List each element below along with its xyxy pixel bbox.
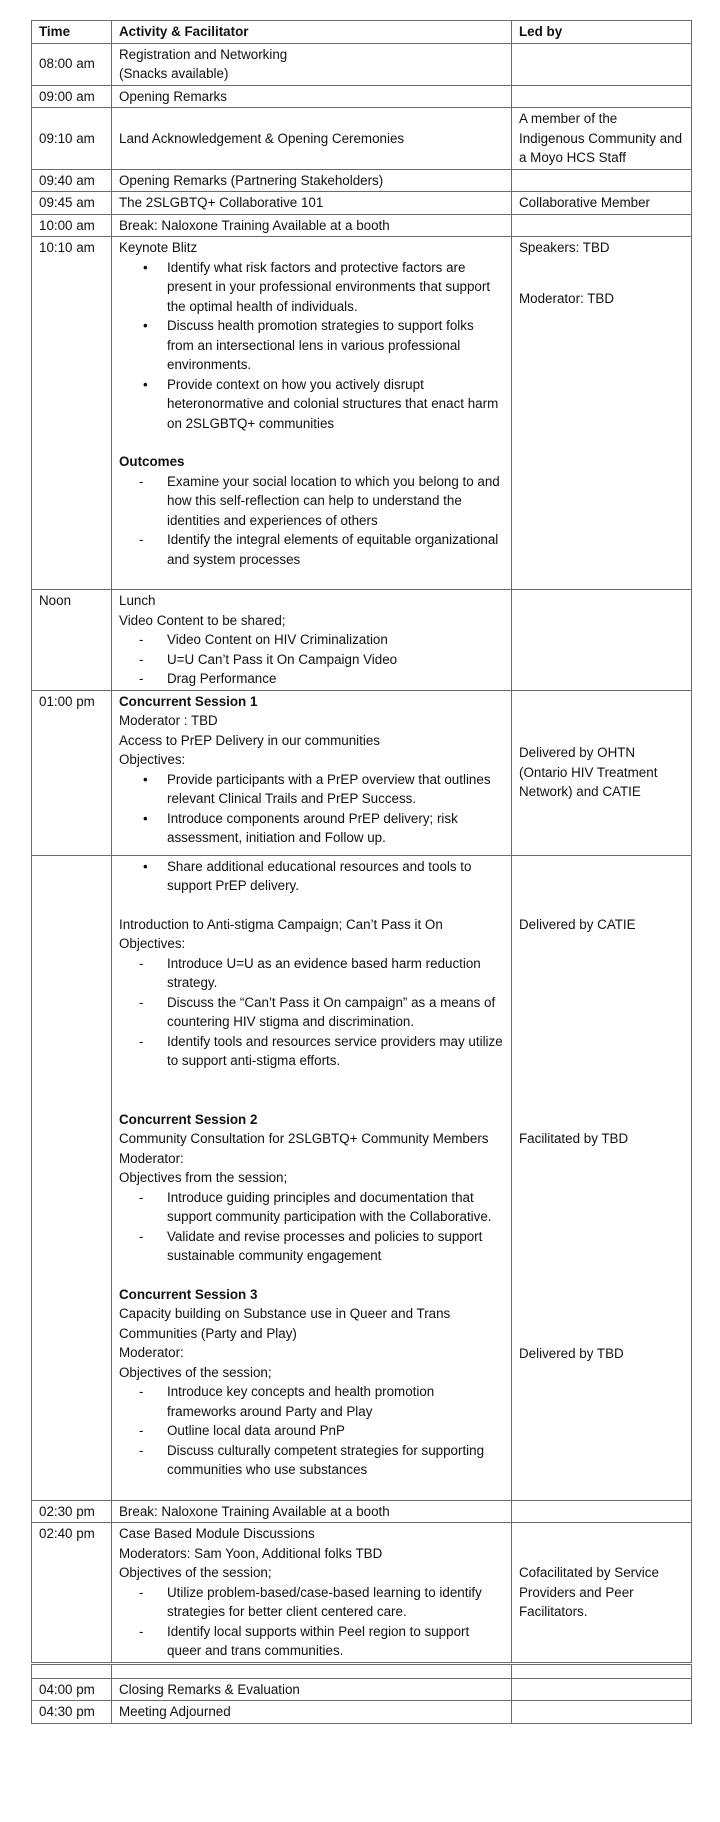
time-cell: 02:40 pm [32,1523,112,1664]
led-line: Delivered by TBD [519,1345,624,1361]
dash-list [119,1188,504,1266]
objectives-label: Objectives of the session; [119,1565,272,1580]
objectives-label: Objectives of the session; [119,1364,272,1380]
table-row [32,192,692,215]
list-item: - Outline local data around PnP [167,1421,504,1441]
time-cell [32,855,112,1500]
list-item: - Introduce guiding principles and documentation that support community participation with the Collaborative. [167,1188,504,1227]
list-item: - Validate and revise processes and policies to support sustainable community engagement [167,1227,504,1266]
list-item: - Video Content on HIV Criminalization [167,630,504,650]
table-row [32,1523,692,1664]
list-item: • Provide context on how you actively disrupt heteronormative and colonial structures that enact harm on 2SLGBTQ+ communities [167,375,504,434]
time-cell: 04:30 pm [32,1701,112,1724]
led-cell [512,43,692,85]
table-row [32,169,692,192]
led-cell: Delivered by OHTN (Ontario HIV Treatment Network) and CATIE [512,690,692,855]
activity-cell: Break: Naloxone Training Available at a booth [112,214,512,237]
activity-cell [112,1523,512,1664]
list-item: - Identify tools and resources service providers may utilize to support anti-stigma efforts. [167,1032,504,1071]
outcomes-heading: Outcomes [119,454,185,469]
session-moderators: Moderators: Sam Yoon, Additional folks TBD [119,1545,383,1561]
led-cell [512,85,692,108]
bullet-list [119,857,504,896]
activity-cell [112,43,512,85]
activity-cell [112,690,512,855]
list-item: • Discuss health promotion strategies to support folks from an intersectional lens in various professional environments. [167,316,504,375]
led-cell [512,1701,692,1724]
activity-cell: Break: Naloxone Training Available at a booth [112,1500,512,1523]
table-row [32,85,692,108]
dash-list [119,472,504,570]
list-item: - Introduce key concepts and health promotion frameworks around Party and Play [167,1382,504,1421]
header-led-by: Led by [512,21,692,44]
led-cell: A member of the Indigenous Community and a Moyo HCS Staff [512,108,692,170]
led-cell [512,1500,692,1523]
list-item: • Introduce components around PrEP delivery; risk assessment, initiation and Follow up. [167,809,504,848]
led-line: Delivered by CATIE [519,916,636,932]
objectives-label: Objectives: [119,752,186,767]
led-cell: Cofacilitated by Service Providers and Peer Facilitators. [512,1523,692,1664]
activity-cell: Meeting Adjourned [112,1701,512,1724]
dash-list [119,630,504,689]
table-row [32,590,692,691]
activity-line: (Snacks available) [119,66,229,81]
list-item: - U=U Can’t Pass it On Campaign Video [167,650,504,670]
time-cell: 09:40 am [32,169,112,192]
table-row [32,690,692,855]
activity-cell: The 2SLGBTQ+ Collaborative 101 [112,192,512,215]
table-row [32,1678,692,1701]
list-item: - Identify the integral elements of equitable organizational and system processes [167,530,504,569]
objectives-label: Objectives: [119,936,186,951]
led-cell [512,214,692,237]
session-subtitle: Video Content to be shared; [119,612,286,628]
session-moderator: Moderator : TBD [119,713,218,728]
bullet-list [119,258,504,434]
led-cell: Collaborative Member [512,192,692,215]
bullet-list [119,770,504,848]
led-line: Speakers: TBD [519,240,610,255]
list-item: - Drag Performance [167,669,504,689]
activity-cell: Closing Remarks & Evaluation [112,1678,512,1701]
activity-line: Registration and Networking [119,46,288,62]
session-moderator: Moderator: [119,1345,184,1360]
dash-list [119,1583,504,1661]
list-item: - Discuss culturally competent strategies for supporting communities who use substances [167,1441,504,1480]
time-cell: 04:00 pm [32,1678,112,1701]
activity-cell: Land Acknowledgement & Opening Ceremonies [112,108,512,170]
session-title: Lunch [119,593,156,608]
table-row [32,43,692,85]
list-item: • Share additional educational resources and tools to support PrEP delivery. [167,857,504,896]
session-title: Case Based Module Discussions [119,1526,315,1541]
agenda-table [31,20,692,1724]
table-row [32,855,692,1500]
table-row [32,1701,692,1724]
session-topic: Introduction to Anti-stigma Campaign; Can’t Pass it On [119,916,443,932]
time-cell: Noon [32,590,112,691]
time-cell: 09:10 am [32,108,112,170]
session-title: Concurrent Session 1 [119,693,258,709]
session-topic: Community Consultation for 2SLGBTQ+ Community Members [119,1131,489,1146]
list-item: - Discuss the “Can’t Pass it On campaign” as a means of countering HIV stigma and discrimination. [167,993,504,1032]
list-item: • Identify what risk factors and protective factors are present in your professional environments that support the optimal health of individuals. [167,258,504,317]
header-time: Time [32,21,112,44]
activity-cell: Opening Remarks (Partnering Stakeholders) [112,169,512,192]
time-cell: 10:00 am [32,214,112,237]
led-cell [512,590,692,691]
led-cell [512,169,692,192]
activity-cell: Opening Remarks [112,85,512,108]
header-activity: Activity & Facilitator [112,21,512,44]
activity-cell [112,237,512,590]
time-cell: 01:00 pm [32,690,112,855]
led-line: Facilitated by TBD [519,1131,629,1146]
objectives-label: Objectives from the session; [119,1170,288,1185]
table-row [32,108,692,170]
session-title: Concurrent Session 2 [119,1111,258,1127]
led-line: Moderator: TBD [519,290,615,306]
list-item: - Utilize problem-based/case-based learning to identify strategies for better client centered care. [167,1583,504,1622]
list-item: - Examine your social location to which you belong to and how this self-reflection can help to understand the identities and experiences of others [167,472,504,531]
time-cell: 08:00 am [32,43,112,85]
list-item: • Provide participants with a PrEP overview that outlines relevant Clinical Trails and PrEP Success. [167,770,504,809]
table-header-row [32,21,692,44]
time-cell: 10:10 am [32,237,112,590]
dash-list [119,954,504,1071]
table-row [32,237,692,590]
session-topic: Access to PrEP Delivery in our communities [119,732,380,748]
spacer-row [32,1663,692,1678]
activity-cell [112,855,512,1500]
time-cell: 09:45 am [32,192,112,215]
session-moderator: Moderator: [119,1150,184,1166]
list-item: - Introduce U=U as an evidence based harm reduction strategy. [167,954,504,993]
session-title: Keynote Blitz [119,240,198,255]
session-title: Concurrent Session 3 [119,1286,258,1302]
time-cell: 02:30 pm [32,1500,112,1523]
agenda-page [31,20,691,1724]
list-item: - Identify local supports within Peel region to support queer and trans communities. [167,1622,504,1661]
led-cell [512,237,692,590]
activity-cell [112,590,512,691]
led-cell [512,855,692,1500]
session-topic: Capacity building on Substance use in Queer and Trans Communities (Party and Play) [119,1306,451,1341]
dash-list [119,1382,504,1480]
table-row [32,1500,692,1523]
time-cell: 09:00 am [32,85,112,108]
led-cell [512,1678,692,1701]
table-row [32,214,692,237]
